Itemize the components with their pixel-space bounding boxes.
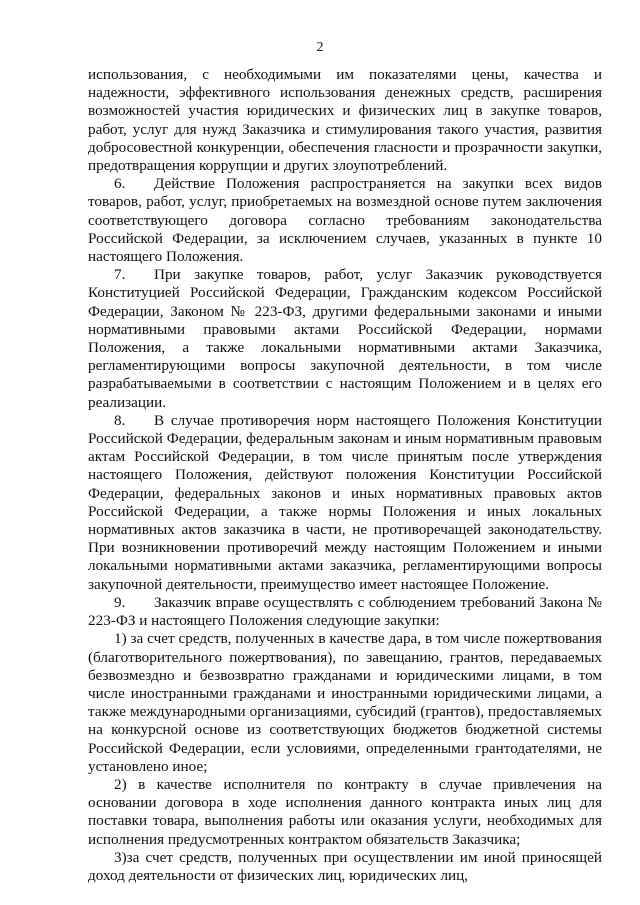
paragraph-number: 7. [114,266,126,284]
subitem-3: 3)за счет средств, полученных при осуществлении им иной приносящей доход деятельности от физических лиц, юридических лиц, [88,848,602,884]
paragraph-6 [88,175,602,266]
paragraph-text: использования, с необходимыми им показателями цены, качества и надежности, эффективного использования денежных средств, расширения возможностей участия юридических и физических лиц в закупке товаров, работ, услуг для нужд Заказчика и стимулирования такого участия, развития добросовестной конкуренции, обеспечения гласности и прозрачности закупки, предотвращения коррупции и других злоупотреблений. [88,66,602,175]
paragraph-number: 6. [114,175,126,193]
paragraph-7 [88,266,602,412]
subitem-1: 1) за счет средств, полученных в качестве дара, в том числе пожертвования (благотворительного пожертвования), по завещанию, грантов, передаваемых безвозмездно и безвозвратно гражданами и юридическими лицами, в том числе иностранными гражданами и иностранными юридическими лицами, а также международными организациями, субсидий (грантов), предоставляемых на конкурсной основе из соответствующих бюджетов бюджетной системы Российской Федерации, если условиями, определенными грантодателями, не установлено иное; [88,630,602,775]
paragraph-number: 9. [114,593,126,611]
paragraph-text: При закупке товаров, работ, услуг Заказчик руководствуется Конституцией Российской Федерации, Гражданским кодексом Российской Федерации, Законом № 223-ФЗ, другими федеральными законами и иными нормативными правовыми актами Российской Федерации, нормами Положения, а также локальными нормативными актами Заказчика, регламентирующими вопросы закупочной деятельности, в том числе разрабатываемыми в соответствии с настоящим Положением и в целях его реализации. [88,266,602,411]
paragraph-continuation [88,66,602,175]
page-number: 2 [316,40,324,55]
paragraph-text: Заказчик вправе осуществлять с соблюдением требований Закона № 223-ФЗ и настоящего Положения следующие закупки: [88,593,602,630]
paragraph-text: Действие Положения распространяется на закупки всех видов товаров, работ, услуг, приобретаемых на возмездной основе путем заключения соответствующего договора согласно требованиям законодательства Российской Федерации, за исключением случаев, указанных в пункте 10 настоящего Положения. [88,175,602,266]
document-body [88,66,602,885]
paragraph-number: 8. [114,411,126,429]
subitem-2: 2) в качестве исполнителя по контракту в случае привлечения на основании договора в ходе исполнения данного контракта иных лиц для поставки товара, выполнения работы или оказания услуги, необходимых для исполнения предусмотренных контрактом обязательств Заказчика; [88,775,602,848]
paragraph-text: В случае противоречия норм настоящего Положения Конституции Российской Федерации, федеральным законам и иным нормативным правовым актам Российской Федерации, в том числе принятым после утверждения настоящего Положения, действуют положения Конституции Российской Федерации, федеральных законов и иных нормативных правовых актов Российской Федерации, а также нормы Положения и иных локальных нормативных актов заказчика в части, не противоречащей законодательству. При возникновении противоречий между настоящим Положением и иными локальными нормативными актами заказчика, регламентирующими вопросы закупочной деятельности, преимущество имеет настоящее Положение. [88,411,602,593]
paragraph-9 [88,594,602,630]
paragraph-8 [88,412,602,594]
